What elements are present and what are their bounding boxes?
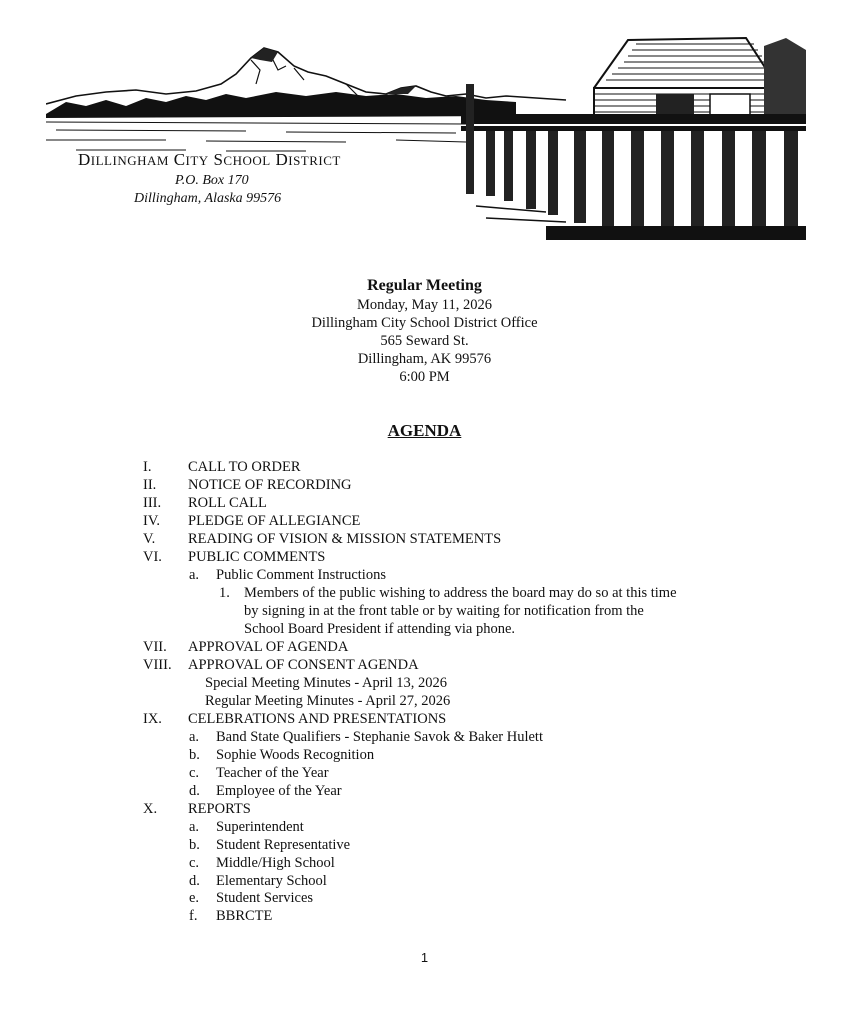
meeting-location: Dillingham City School District Office	[311, 315, 538, 331]
meeting-date: Monday, May 11, 2026	[356, 297, 493, 313]
agenda-item-number: I.	[143, 459, 152, 475]
agenda-item-text: REPORTS	[188, 801, 251, 817]
meeting-info	[0, 276, 849, 386]
agenda-subsubitem-text-line3: School Board President if attending via phone.	[244, 621, 516, 637]
agenda-subitem-letter: b.	[189, 747, 200, 763]
agenda-subitem-text: Middle/High School	[216, 855, 335, 871]
address-city: Dillingham, Alaska 99576	[134, 191, 282, 206]
agenda-item-number: VIII.	[143, 657, 172, 673]
meeting-street: 565 Seward St.	[380, 333, 469, 349]
agenda-item-number: X.	[143, 801, 158, 817]
agenda-item-number: V.	[143, 531, 156, 547]
agenda-subitem-letter: a.	[189, 567, 200, 583]
agenda-item-text: APPROVAL OF AGENDA	[188, 639, 349, 655]
agenda-subitem-text: Sophie Woods Recognition	[216, 747, 375, 763]
agenda-item-number: VII.	[143, 639, 167, 655]
agenda-subitem-letter: b.	[189, 837, 200, 853]
agenda-item-text: APPROVAL OF CONSENT AGENDA	[188, 657, 419, 673]
meeting-title: Regular Meeting	[367, 277, 482, 294]
agenda-item-number: VI.	[143, 549, 162, 565]
agenda-item-text: READING OF VISION & MISSION STATEMENTS	[188, 531, 502, 547]
agenda-subsubitem-number: 1.	[219, 585, 230, 601]
agenda-subitem-text: Student Representative	[216, 837, 351, 853]
agenda-subitem-text: Elementary School	[216, 873, 327, 889]
agenda-subitem-text: Public Comment Instructions	[216, 567, 386, 583]
agenda-subitem-text: Employee of the Year	[216, 783, 342, 799]
agenda-subitem-letter: d.	[189, 783, 200, 799]
agenda-subsubitem-text-line1: Members of the public wishing to address the board may do so at this time	[244, 585, 677, 601]
agenda-subitem-letter: c.	[189, 765, 200, 781]
agenda-subitem-letter: c.	[189, 855, 200, 871]
agenda-subitem-text: Superintendent	[216, 819, 304, 835]
letterhead-illustration	[46, 36, 806, 240]
agenda-subsubitem-text-line2: by signing in at the front table or by waiting for notification from the	[244, 603, 644, 619]
agenda-subitem-letter: d.	[189, 873, 200, 889]
agenda-subitem-letter: e.	[189, 890, 200, 906]
agenda-subitem-text: Student Services	[216, 890, 314, 906]
meeting-time: 6:00 PM	[399, 369, 450, 385]
agenda-item-text: CALL TO ORDER	[188, 459, 301, 475]
agenda-subitem-letter: a.	[189, 819, 200, 835]
agenda-item-text: NOTICE OF RECORDING	[188, 477, 352, 493]
address-po-box: P.O. Box 170	[175, 173, 249, 188]
agenda-item-number: III.	[143, 495, 162, 511]
consent-agenda-text: Regular Meeting Minutes - April 27, 2026	[205, 693, 451, 709]
agenda-subitem-text: Teacher of the Year	[216, 765, 329, 781]
agenda-item-text: PLEDGE OF ALLEGIANCE	[188, 513, 361, 529]
agenda-item-text: ROLL CALL	[188, 495, 267, 511]
district-name: DILLINGHAM CITY SCHOOL DISTRICT	[78, 150, 341, 169]
agenda-item-number: IX.	[143, 711, 162, 727]
agenda-title: AGENDA	[387, 421, 462, 440]
agenda-item-text: PUBLIC COMMENTS	[188, 549, 326, 565]
agenda-subitem-text: Band State Qualifiers - Stephanie Savok & Baker Hulett	[216, 729, 543, 745]
agenda-item-number: IV.	[143, 513, 161, 529]
agenda-subitem-text: BBRCTE	[216, 908, 273, 924]
consent-agenda-text: Special Meeting Minutes - April 13, 2026	[205, 675, 448, 691]
meeting-city: Dillingham, AK 99576	[357, 351, 492, 367]
agenda-item-text: CELEBRATIONS AND PRESENTATIONS	[188, 711, 447, 727]
agenda-item-number: II.	[143, 477, 157, 493]
agenda-subitem-letter: a.	[189, 729, 200, 745]
page-number: 1	[420, 950, 429, 965]
agenda-subitem-letter: f.	[189, 908, 198, 924]
